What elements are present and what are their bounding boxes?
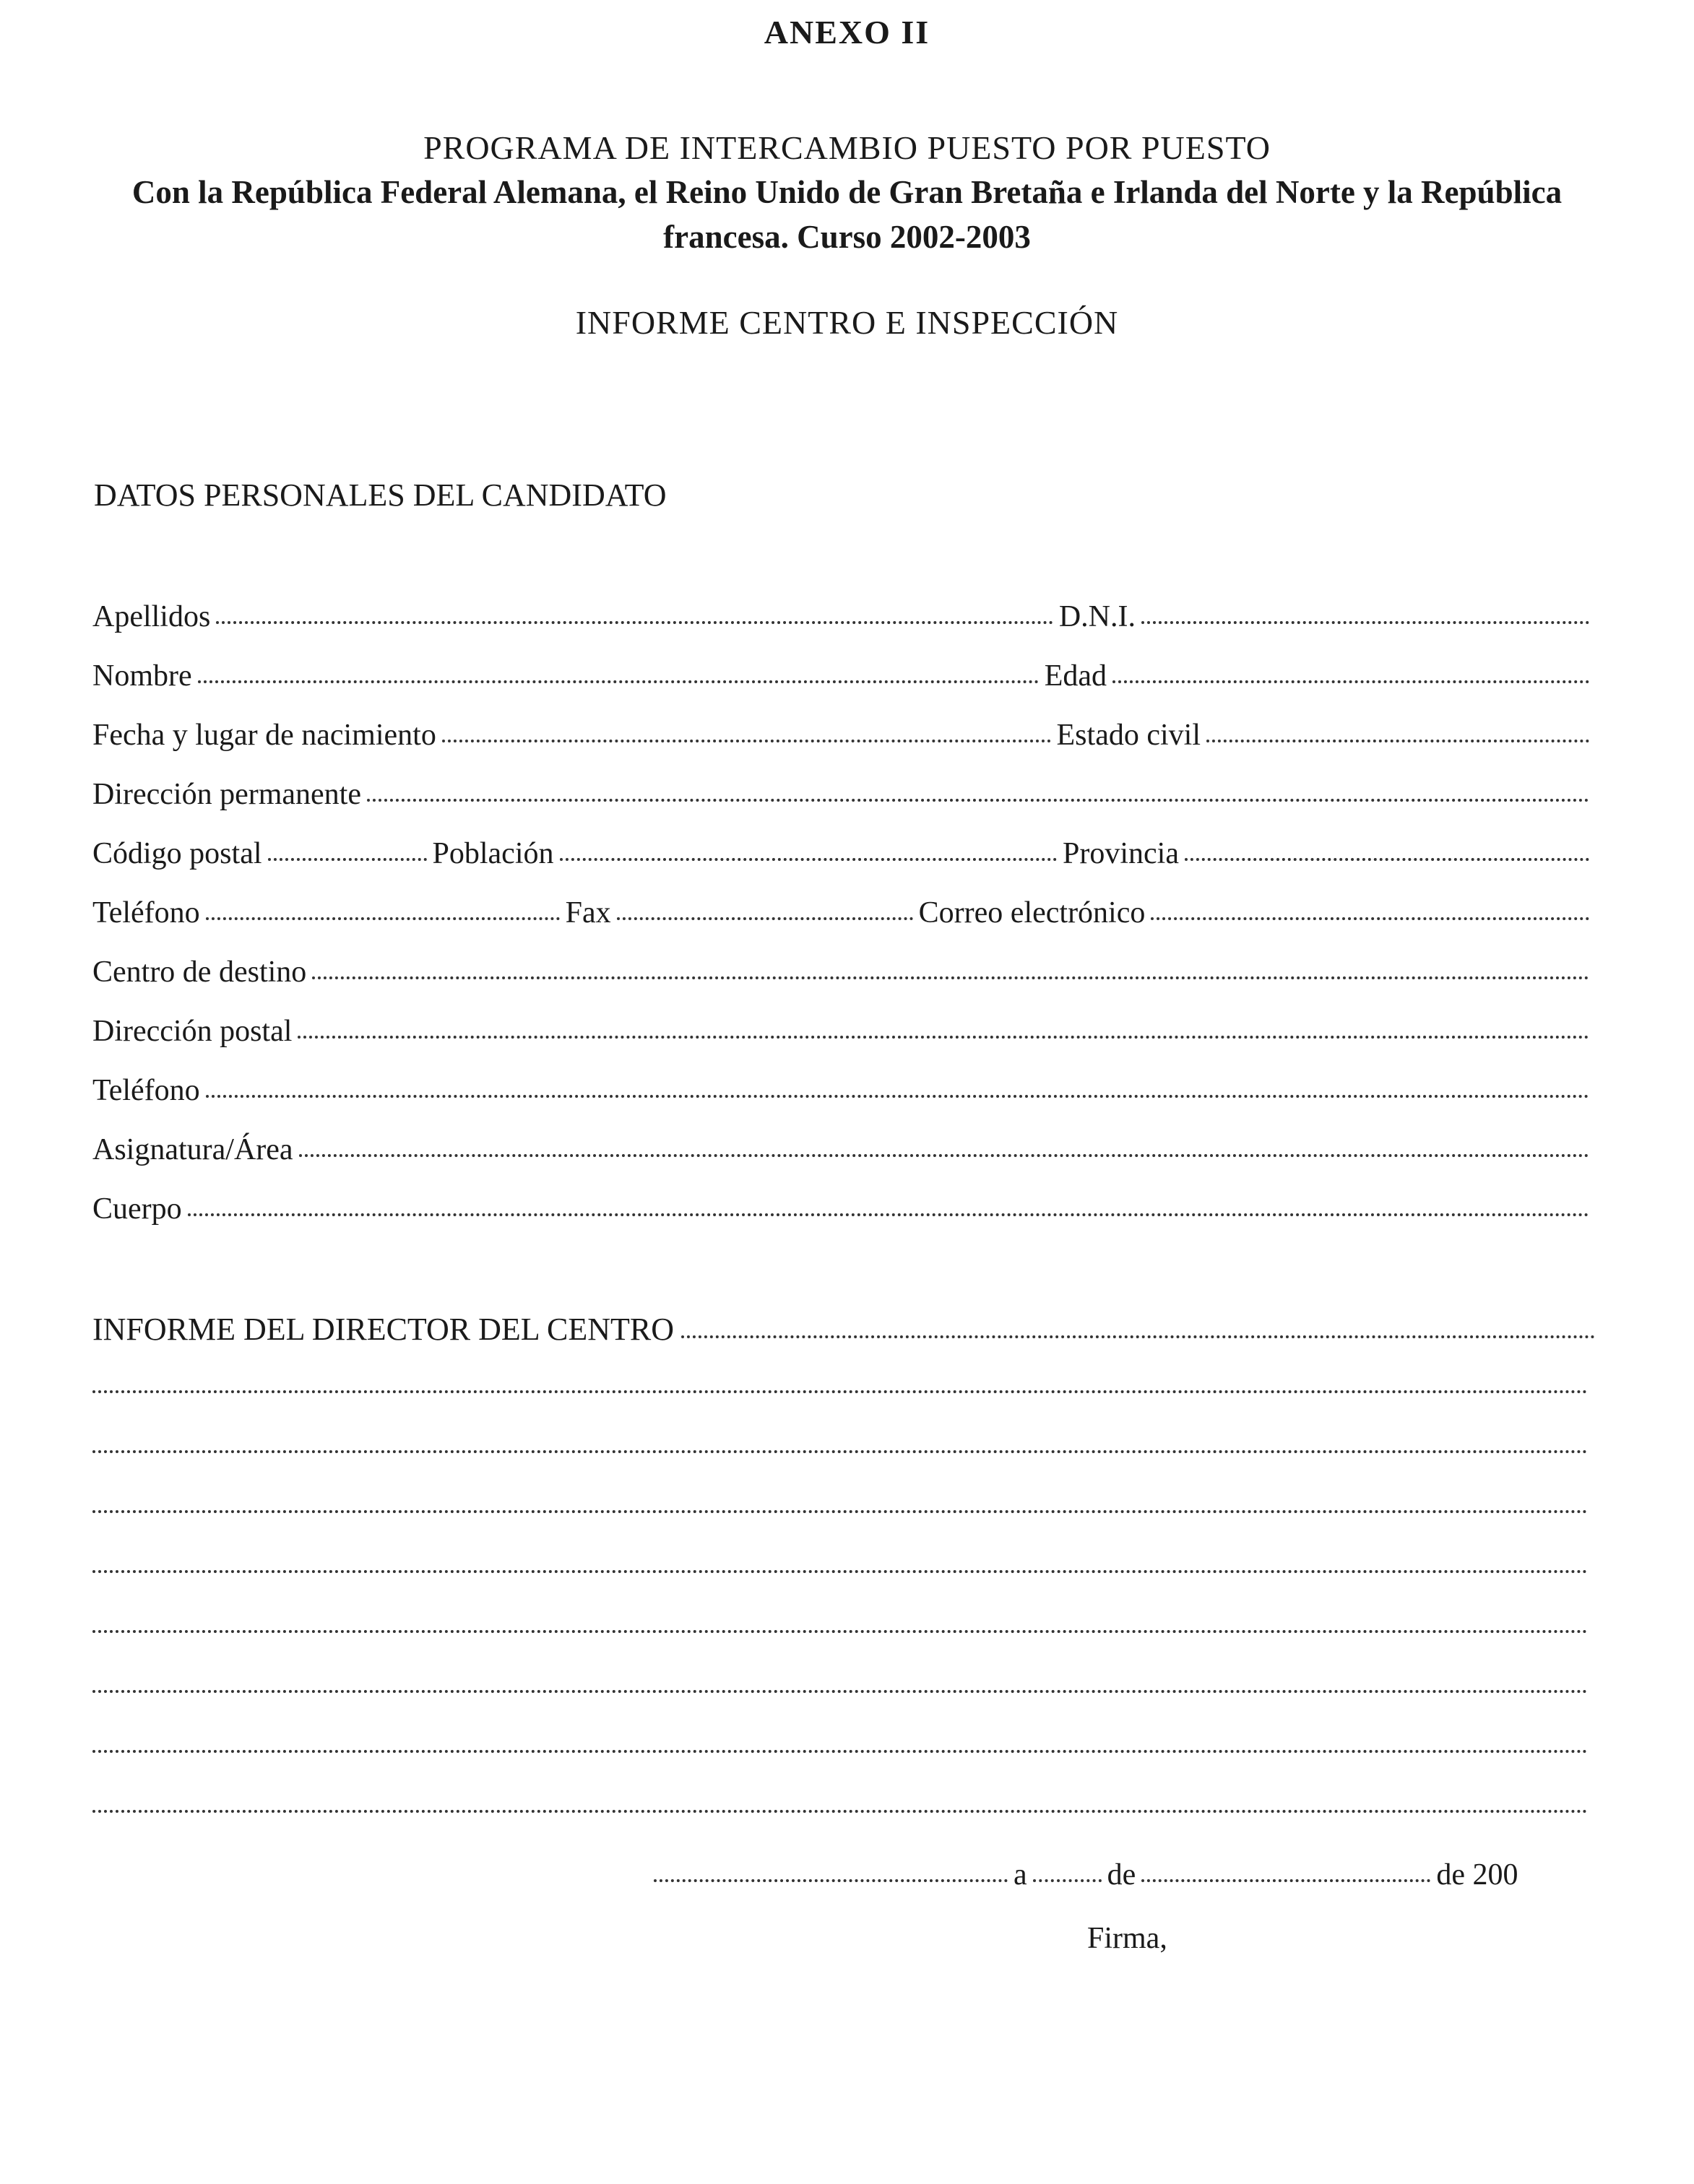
id-number-label: D.N.I. — [1058, 600, 1136, 633]
postal-address-field[interactable] — [298, 1014, 1589, 1039]
surname-label: Apellidos — [92, 600, 211, 633]
director-report-line[interactable] — [92, 1810, 1588, 1813]
province-label: Provincia — [1063, 837, 1179, 870]
row-body — [92, 1192, 1595, 1232]
postal-code-field[interactable] — [268, 836, 427, 861]
month-field[interactable] — [1141, 1858, 1430, 1882]
email-label: Correo electrónico — [918, 896, 1146, 930]
name-label: Nombre — [92, 659, 192, 693]
director-report-line[interactable] — [92, 1690, 1588, 1693]
row-school-phone — [92, 1073, 1595, 1114]
body-field[interactable] — [188, 1192, 1589, 1216]
phone-field[interactable] — [206, 896, 560, 920]
subject-area-field[interactable] — [299, 1132, 1589, 1157]
body-label: Cuerpo — [92, 1192, 182, 1226]
day-field[interactable] — [1033, 1858, 1102, 1882]
director-report-line[interactable] — [92, 1630, 1588, 1633]
name-field[interactable] — [198, 659, 1039, 683]
row-postal-address — [92, 1014, 1595, 1054]
row-birth-civil-status — [92, 718, 1595, 758]
program-title: PROGRAMA DE INTERCAMBIO PUESTO POR PUESTO — [423, 129, 1271, 166]
civil-status-field[interactable] — [1206, 718, 1589, 742]
director-report-first-line[interactable] — [681, 1311, 1595, 1338]
row-phone-fax-email — [92, 896, 1595, 936]
destination-school-field[interactable] — [312, 955, 1589, 979]
school-phone-field[interactable] — [206, 1073, 1589, 1098]
subject-area-label: Asignatura/Área — [92, 1133, 293, 1166]
row-permanent-address — [92, 777, 1595, 818]
town-label: Población — [432, 837, 554, 870]
row-surname-id — [92, 599, 1595, 640]
director-report-line[interactable] — [92, 1450, 1588, 1453]
date-year-label: de 200 — [1436, 1858, 1518, 1892]
date-de-label: de — [1107, 1858, 1136, 1892]
age-label: Edad — [1044, 659, 1107, 693]
province-field[interactable] — [1185, 836, 1589, 861]
birth-date-place-label: Fecha y lugar de nacimiento — [92, 719, 436, 752]
report-title: INFORME CENTRO E INSPECCIÓN — [575, 304, 1119, 341]
program-subtitle-continued: francesa. Curso 2002-2003 — [663, 219, 1031, 255]
row-postal-town-province — [92, 836, 1595, 877]
director-report-title: INFORME DEL DIRECTOR DEL CENTRO — [92, 1312, 675, 1347]
email-field[interactable] — [1151, 896, 1589, 920]
postal-code-label: Código postal — [92, 837, 262, 870]
program-subtitle: Con la República Federal Alemana, el Reino Unido de Gran Bretaña e Irlanda del Norte y la República — [131, 174, 1563, 210]
director-report-line[interactable] — [92, 1510, 1588, 1513]
surname-field[interactable] — [216, 599, 1053, 624]
annex-title: ANEXO II — [764, 14, 930, 51]
signature-label: Firma, — [1087, 1922, 1167, 1955]
fax-field[interactable] — [617, 896, 913, 920]
postal-address-label: Dirección postal — [92, 1015, 293, 1048]
personal-data-section-title: DATOS PERSONALES DEL CANDIDATO — [94, 477, 667, 513]
row-destination-school — [92, 955, 1595, 995]
date-a-label: a — [1014, 1858, 1027, 1892]
town-field[interactable] — [560, 836, 1058, 861]
place-field[interactable] — [654, 1858, 1008, 1882]
row-subject-area — [92, 1132, 1595, 1173]
director-report-line[interactable] — [92, 1750, 1588, 1753]
row-name-age — [92, 659, 1595, 699]
phone-label: Teléfono — [92, 896, 200, 930]
place-date-line — [654, 1858, 1564, 1892]
age-field[interactable] — [1112, 659, 1589, 683]
permanent-address-label: Dirección permanente — [92, 778, 361, 811]
birth-date-place-field[interactable] — [442, 718, 1051, 742]
director-report-heading-row — [92, 1311, 1595, 1351]
destination-school-label: Centro de destino — [92, 956, 307, 989]
permanent-address-field[interactable] — [367, 777, 1589, 802]
id-number-field[interactable] — [1141, 599, 1589, 624]
director-report-line[interactable] — [92, 1390, 1588, 1393]
fax-label: Fax — [565, 896, 611, 930]
school-phone-label: Teléfono — [92, 1074, 200, 1107]
director-report-line[interactable] — [92, 1570, 1588, 1573]
civil-status-label: Estado civil — [1056, 719, 1201, 752]
